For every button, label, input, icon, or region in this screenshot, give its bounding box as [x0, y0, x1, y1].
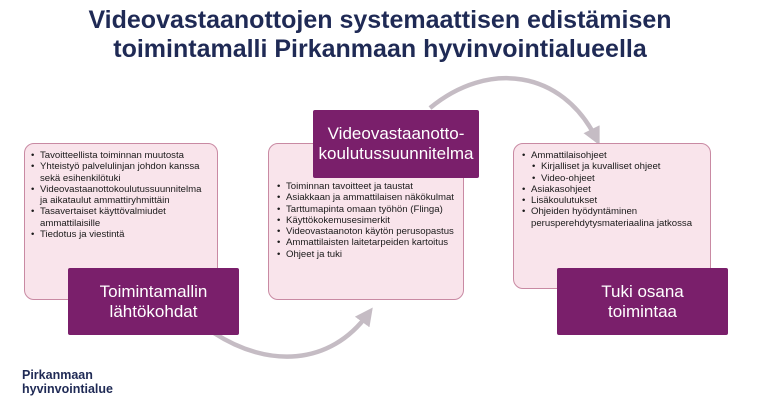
- list-item: • Tasavertaiset käyttövalmiudet ammattilaisille: [31, 206, 211, 229]
- logo-line-2: hyvinvointialue: [22, 382, 113, 396]
- list-item: • Tiedotus ja viestintä: [31, 229, 211, 240]
- step-1-label: Toimintamallin lähtökohdat: [68, 268, 239, 335]
- list-item: • Asiakasohjeet: [522, 184, 704, 195]
- list-item: • Kirjalliset ja kuvalliset ohjeet: [532, 161, 704, 172]
- list-item: • Yhteistyö palvelulinjan johdon kanssa sekä esihenkilötuki: [31, 161, 211, 184]
- step-3-label: Tuki osana toimintaa: [557, 268, 728, 335]
- list-item: • Ammattilaisohjeet: [522, 150, 704, 161]
- step-2-list: [277, 181, 457, 260]
- title-line-2: toimintamalli Pirkanmaan hyvinvointialueella: [113, 35, 647, 63]
- list-item: • Toiminnan tavoitteet ja taustat: [277, 181, 457, 192]
- list-item: • Ammattilaisten laitetarpeiden kartoitus: [277, 237, 457, 248]
- list-item: • Tavoitteellista toiminnan muutosta: [31, 150, 211, 161]
- title-line-1: Videovastaanottojen systemaattisen edistämisen: [88, 6, 672, 34]
- list-item: • Ohjeiden hyödyntäminen perusperehdytysmateriaalina jatkossa: [522, 206, 704, 229]
- list-item: • Video-ohjeet: [532, 173, 704, 184]
- logo-line-1: Pirkanmaan: [22, 368, 93, 382]
- step-1-list: [31, 150, 211, 240]
- step-3-list: [522, 150, 704, 229]
- list-item: • Videovastaanottokoulutussuunnitelma ja aikataulut ammattiryhmittäin: [31, 184, 211, 207]
- list-item: • Videovastaanoton käytön perusopastus: [277, 226, 457, 237]
- list-item: • Lisäkoulutukset: [522, 195, 704, 206]
- list-item: • Ohjeet ja tuki: [277, 249, 457, 260]
- step-2-label: Videovastaanotto-koulutussuunnitelma: [313, 110, 479, 178]
- list-item: • Käyttökokemusesimerkit: [277, 215, 457, 226]
- organization-logo: [22, 368, 113, 396]
- list-item: • Asiakkaan ja ammattilaisen näkökulmat: [277, 192, 457, 203]
- list-item: • Tarttumapinta omaan työhön (Flinga): [277, 204, 457, 215]
